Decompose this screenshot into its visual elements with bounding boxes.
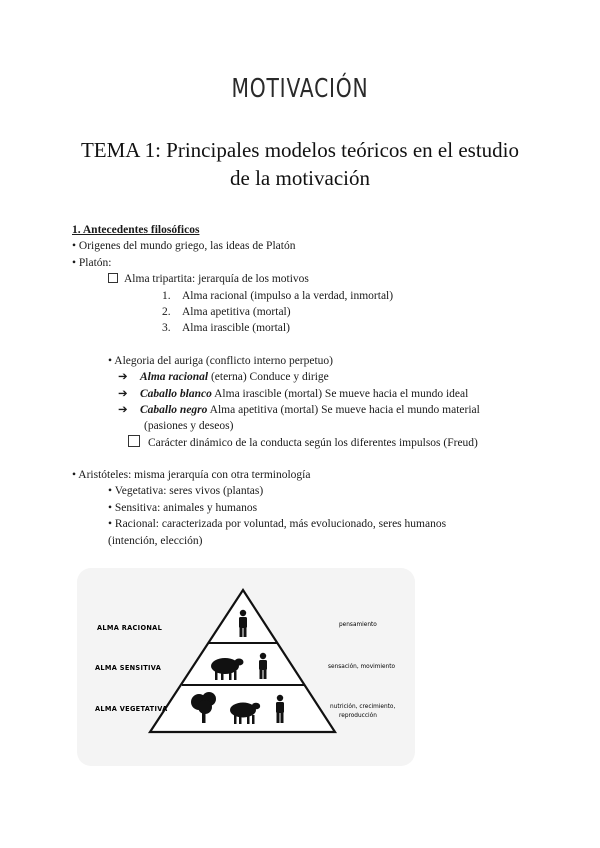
numbered-item xyxy=(72,304,542,320)
arrow-icon: ➔ xyxy=(118,371,128,384)
item-bold: Alma racional xyxy=(140,371,209,384)
bullet-text: Racional: caracterizada por voluntad, más evolucionado, seres humanos xyxy=(114,518,447,531)
checkbox-icon xyxy=(108,273,118,283)
label-sensacion: sensación, movimiento xyxy=(328,664,396,670)
item-text: Alma tripartita: jerarquía de los motivos xyxy=(124,273,309,286)
bullet-symbol: • xyxy=(108,501,113,514)
bullet-symbol: • xyxy=(108,485,113,498)
sub-bullet xyxy=(72,500,542,516)
tema-heading xyxy=(50,136,550,192)
bullet-platon xyxy=(72,255,542,271)
item-bold: Caballo negro xyxy=(140,403,208,416)
section-heading: 1. Antecedentes filosóficos xyxy=(72,224,200,236)
item-text: Alma irascible (mortal) Se mueve hacia el mundo ideal xyxy=(211,387,469,400)
checkbox-item-caracter xyxy=(72,435,542,451)
item-text: Alma racional (impulso a la verdad, inmortal) xyxy=(182,289,394,302)
bullet-text: Platón: xyxy=(78,256,112,269)
bullet-aristoteles xyxy=(72,467,542,483)
item-text: Alma apetitiva (mortal) Se mueve hacia el mundo material xyxy=(207,403,480,416)
numbered-item xyxy=(72,320,542,336)
item-text: Alma irascible (mortal) xyxy=(182,322,290,335)
notes-body xyxy=(72,222,542,549)
label-alma-racional: ALMA RACIONAL xyxy=(97,624,163,632)
label-pensamiento: pensamiento xyxy=(339,622,377,628)
arrow-item xyxy=(72,386,542,402)
bullet-text: Origenes del mundo griego, las ideas de Platón xyxy=(78,240,296,253)
label-alma-vegetativa: ALMA VEGETATIVA xyxy=(95,705,168,713)
tema-line-1: TEMA 1: Principales modelos teóricos en el estudio xyxy=(80,138,519,162)
bullet-text: Aristóteles: misma jerarquía con otra terminología xyxy=(78,469,311,482)
label-reproduccion: reproducción xyxy=(339,713,377,719)
bullet-symbol: • xyxy=(108,518,113,531)
bullet-alegoria xyxy=(72,353,542,369)
sub-bullet xyxy=(72,516,542,532)
label-alma-sensitiva: ALMA SENSITIVA xyxy=(95,664,162,672)
document-title: MOTIVACIÓN xyxy=(231,74,369,104)
soul-pyramid-figure xyxy=(77,568,415,766)
bullet-symbol: • xyxy=(72,469,77,482)
item-number: 2. xyxy=(162,305,171,318)
item-text: (eterna) Conduce y dirige xyxy=(208,371,329,384)
item-number: 3. xyxy=(162,322,171,335)
label-nutricion: nutrición, crecimiento, xyxy=(330,704,396,710)
arrow-icon: ➔ xyxy=(118,403,128,416)
checkbox-item-alma-tripartita xyxy=(72,271,542,287)
arrow-item xyxy=(72,369,542,385)
item-bold: Caballo blanco xyxy=(140,387,212,400)
bullet-symbol: • xyxy=(72,240,77,253)
bullet-symbol: • xyxy=(108,354,113,367)
numbered-item xyxy=(72,288,542,304)
checkbox-icon xyxy=(128,435,140,447)
bullet-symbol: • xyxy=(72,256,77,269)
arrow-item-continuation: (pasiones y deseos) xyxy=(144,420,234,433)
item-text: Carácter dinámico de la conducta según los diferentes impulsos (Freud) xyxy=(148,436,478,449)
item-text: Alma apetitiva (mortal) xyxy=(182,305,291,318)
bullet-text: Alegoria del auriga (conflicto interno perpetuo) xyxy=(114,354,334,367)
sub-bullet-continuation: (intención, elección) xyxy=(108,534,203,547)
sub-bullet xyxy=(72,483,542,499)
arrow-icon: ➔ xyxy=(118,387,128,400)
bullet-text: Sensitiva: animales y humanos xyxy=(114,501,258,514)
bullet-origenes xyxy=(72,238,542,254)
bullet-text: Vegetativa: seres vivos (plantas) xyxy=(114,485,264,498)
tema-line-2: de la motivación xyxy=(230,166,370,190)
arrow-item xyxy=(72,402,542,418)
item-number: 1. xyxy=(162,289,171,302)
